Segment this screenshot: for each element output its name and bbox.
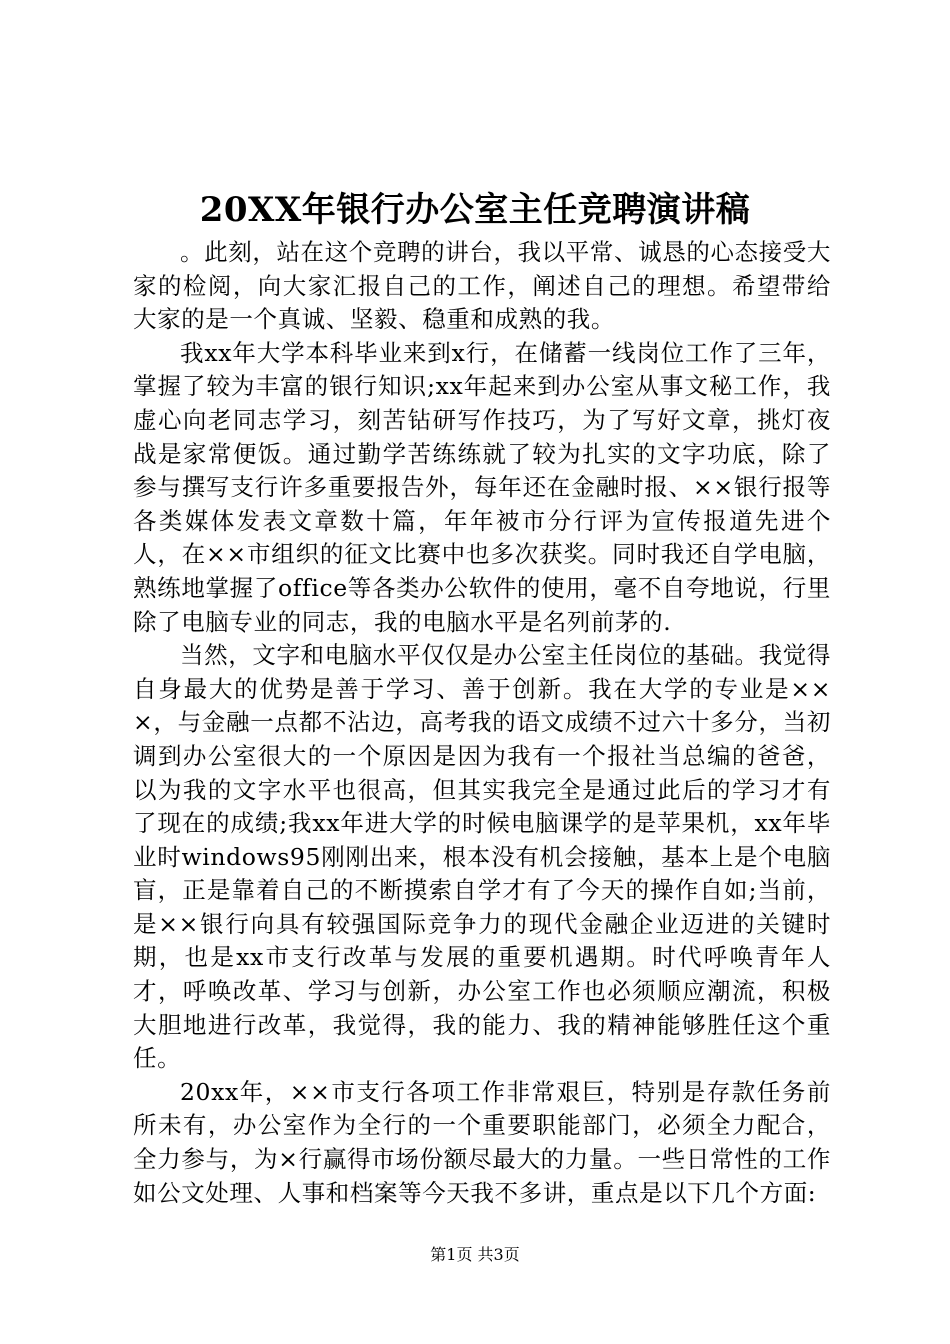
body-paragraph-1: 。此刻，站在这个竞聘的讲台，我以平常、诚恳的心态接受大家的检阅，向大家汇报自己的工作，阐述自己的理想。希望带给大家的是一个真诚、坚毅、稳重和成熟的我。 (133, 238, 831, 334)
body-paragraph-3: 当然，文字和电脑水平仅仅是办公室主任岗位的基础。我觉得自身最大的优势是善于学习、善于创新。我在大学的专业是×××，与金融一点都不沾边，高考我的语文成绩不过六十多分，当初调到办公室很大的一个原因是因为我有一个报社当总编的爸爸，以为我的文字水平也很高，但其实我完全是通过此后的学习才有了现在的成绩;我xx年进大学的时候电脑课学的是苹果机，xx年毕业时windows95刚刚出来，根本没有机会接触，基本上是个电脑盲，正是靠着自己的不断摸索自学才有了今天的操作自如;当前，是××银行向具有较强国际竞争力的现代金融企业迈进的关键时期，也是xx市支行改革与发展的重要机遇期。时代呼唤青年人才，呼唤改革、学习与创新，办公室工作也必须顺应潮流，积极大胆地进行改革，我觉得，我的能力、我的精神能够胜任这个重任。 (133, 641, 831, 1073)
body-paragraph-2: 我xx年大学本科毕业来到x行，在储蓄一线岗位工作了三年，掌握了较为丰富的银行知识;xx年起来到办公室从事文秘工作，我虚心向老同志学习，刻苦钻研写作技巧，为了写好文章，挑灯夜战是家常便饭。通过勤学苦练练就了较为扎实的文字功底，除了参与撰写支行许多重要报告外，每年还在金融时报、××银行报等各类媒体发表文章数十篇，年年被市分行评为宣传报道先进个人，在××市组织的征文比赛中也多次获奖。同时我还自学电脑，熟练地掌握了office等各类办公软件的使用，毫不自夸地说，行里除了电脑专业的同志，我的电脑水平是名列前茅的. (133, 338, 831, 636)
document-title: 20XX年银行办公室主任竞聘演讲稿 (199, 190, 751, 230)
page-number-footer: 第1页 共3页 (430, 1245, 520, 1264)
document-body (133, 236, 831, 1210)
body-paragraph-4: 20xx年，××市支行各项工作非常艰巨，特别是存款任务前所未有，办公室作为全行的一个重要职能部门，必须全力配合，全力参与，为×行赢得市场份额尽最大的力量。一些日常性的工作如公文处理、人事和档案等今天我不多讲，重点是以下几个方面: (133, 1077, 831, 1207)
